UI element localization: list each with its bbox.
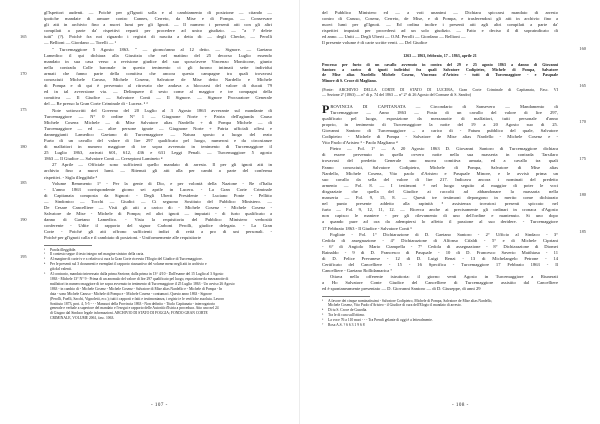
body-line: Ottava nella offerente istruttoria: il giorno venti Agosto in Turcemaggiore a Riunerati: [330, 274, 558, 280]
footnote-text: Sostituto 1873, prot. 4, 5-5 - - - Mansuoi della Provincia 1863 - Non definito - Titolo Capitanata - interrogatorio: [50, 301, 216, 306]
right-body-text: [322, 101, 558, 293]
footnote-rule: [44, 245, 92, 246]
body-line: contro di Caruso, Cosenz, Cerreto, de Mise, e di Pompa, e trasferendosi gli atti in archivio fino a: [322, 16, 558, 22]
line-number: 185: [20, 180, 27, 186]
right-top-text: [322, 10, 558, 47]
body-line: compilati a parte da' rispettivi reparti per procedere ad unico giudizio. — "a ? delete: [44, 28, 272, 34]
body-line: " Turcemaggiore 5 Agosto 1863. " — giorno/anno al 12 detto. — Signore. — Gaetano: [52, 46, 272, 52]
body-line: Cancelliere - Gaetano Rollidamarica ⁷: [322, 268, 392, 274]
body-line: — Sindonico — Tocchi — Giudici — Ci seguono Sostituto del Pubblico Ministero. —: [44, 198, 272, 204]
footnote-text: La voce 76 a 110 mari - - - Tra Prendi gelante di oggi è a letteralmente.: [328, 318, 433, 323]
body-line: di D. Felice Prevanese - 12 di D. Luigi Renzi - 13 di Michelangelo Petrone - 14: [322, 255, 558, 261]
body-line: non capisco le maniere - per gli rilevamento di uno dell'ordine e mantenuto. Si uno dopo: [322, 213, 558, 219]
page-number-left: - 107 -: [151, 403, 168, 408]
body-line: Poiché per gl'ignoti calla e il cambiato di posizioni. - Uniformemente alle requisitorie: [44, 235, 202, 241]
summary-line: Minore di S. Croce di Magliano.: [322, 77, 377, 83]
body-line: Corte - Poiché gli atti offrono sufficienti indizi di reità a pro di uni personali. -: [44, 229, 272, 235]
body-line: Michele Cosenz Michele — di Mise Salvatore alias Nardello + di Pompa Michele — di: [44, 119, 272, 125]
footnote-text: malfattori in numero maggiore di tre sopra avvenuto in tenimento di Turcemaggiore il 25 Luglio 1863 - Un avviso 26 Agosto: [50, 281, 235, 286]
footnote-text: Tra le di cura sull'ottimo.: [328, 313, 366, 318]
footnote-text: 1863 - Michele 13° N° 9 - Prima di un anomalo del valore di lire 297 qualificato pel luogo, esposizione da mezzanotte di: [50, 277, 229, 281]
line-number: 180: [20, 143, 27, 149]
body-line: ROVINCIA DI CAPITANATA — Circondario di Sansevero — Mandamento di: [330, 103, 558, 109]
body-line: De Cesare Cancelliere — Visti gli atti a carico di: - Michele Cosenz - Michele Cosenz -: [44, 205, 272, 210]
drop-cap: P: [322, 101, 330, 116]
body-line: Turcemaggiore — N° 0 ordine N° 1 — Giugnone Norte + Patria dell'agiunda Causo: [44, 113, 272, 119]
body-line: 27 Aprile — Officiale sono sufficienti quello mandato di arresto. Il per gli ignoti atti in: [52, 162, 272, 168]
body-line: conosciuti Michele Caruso, Michele Cosenz, Salvatore de Mise detto Nardello e Michele: [44, 77, 272, 83]
body-line: Codipietro - Michele di Pompa - Salvatore de Mise alias Nardello - Michele Cosenz e -: [322, 134, 558, 140]
archive-reference: [322, 87, 558, 98]
body-line: ipotiche mandate di armare contro Cannes, Cerreto, da Mise e di Pompa. — Conservare: [44, 16, 272, 22]
body-line: di malfattori in numero maggiore di tre sopra avvenuto in tenimento di Turcemaggiore il: [44, 144, 272, 150]
body-line: 1863 — Il Giudice — Salvatore Conti — Cresepioni Lamineto ⁴: [44, 156, 163, 162]
body-line: gli atti in archivio fino a nuovi lumi per gli Ignoti. — Il numero i presenti atti con gli altri: [44, 22, 272, 28]
line-number: 190: [20, 217, 27, 222]
archive-line: — Sezione 2ª (1863) — n° di p. 74 del 1863 — n° 2° di 26 Agosto del Comune di S. Sandro): [322, 92, 472, 98]
line-number: 195: [20, 253, 27, 259]
archive-line: (Fonte: ARCHIVIO DELLA CORTE DI STATO DI LUCERA, Gran Corte Criminale di Capitanata, Fasc. VI: [322, 87, 558, 93]
body-line: nella contrada Colle baronale in questo tenimento ci gli furono intimati sette individui: [44, 64, 272, 70]
right-page: [300, 0, 600, 424]
body-line: Vito Paolo d'Aristeo ³ - Paolo Magliano ⁴: [322, 140, 398, 146]
body-line: Turcemaggiore — ed — altre persone ignote — Giugnone Norte + Patria ufficiali offesi e: [44, 125, 272, 131]
footnote: [322, 323, 558, 328]
left-text-column: [44, 10, 272, 321]
body-line: Rainaldo - 9 di D. Francesco di Pasquale - 10 di D. Francesco Saverio Matthiasa - 11: [322, 249, 558, 255]
body-line: Certificato del Cancelliere - 15 - 16 Specifica - Turcemaggiore 17 Febbraio 1863 - Il: [322, 262, 558, 268]
body-line: 17 Febbraio 1863 - Il Giudice - Salvatore Conti ⁶: [322, 225, 413, 231]
body-line: rispettivi. - Sigla illeggibile ⁵: [44, 174, 98, 180]
record-summary: [322, 62, 558, 83]
footnote-number: ⁴: [44, 262, 46, 267]
body-line: del — Re presso la Gran Corte Criminale di - Lucera. ² ³: [44, 101, 148, 107]
body-line: archivio fino a nuovi lumi. — Ritenuti gli atti alla per cambi a parte del conferma: [44, 168, 272, 174]
body-line: comitiva — Il Giudice — Salvatore Conti — Il Signore. — Signore Procuratore Generale: [44, 95, 272, 101]
footnote-text: Al margine di carte iv e x relativa si cura la Gran Corte ricevuto l'Elogio del Giudice di Turcemaggiore.: [50, 257, 203, 262]
footnote-number: ⁵: [322, 313, 324, 318]
summary-line: Santoro a carico di ignoti individui fra quali Salvatore Codipietro, Michele di Pompa, Salvatore: [322, 67, 558, 73]
footnote-text: Il contesto segue il testo integro nel margine sinistro della carta.: [50, 252, 145, 257]
body-line: Fogliate - Fol. 1° Dichiarazione di D. Gaetano Santoro - 2° Ufficio al Sindaco - 3°: [330, 231, 558, 237]
footnote-text: Rosa A.S. ? 6 6 3 1 9 6 8: [328, 323, 365, 328]
body-line: nel punto presente addetto alla rapinità ⁵ assistenza trovatosi presenti spiccato nel: [322, 201, 558, 207]
body-line: danno di Gaetano Lamedico. - Vista la requisitoria del Pubblico Ministero verbosità: [44, 217, 272, 223]
body-line: mandato in sua casa verso a revisione giudice del suo sposo/avere Vincenzo Monticone, giunto: [44, 58, 272, 64]
body-line: — Bellioni — Giordano — Torelli — ¹: [44, 40, 117, 46]
footnote-text: data - sono Michele Caruso - Michele di Pompa e - Michele Cosenz - contumaci. Questo anno 1863 - Signore: [50, 291, 212, 296]
footnote-number: ³: [322, 298, 324, 303]
footnote-text: A favore dei cinque nominatissimi - Salvatore Codipietro, Michele di Pompa, Salvatore de Mise alias Nardello,: [328, 298, 493, 303]
body-line: Pietro — Fol. 1° — A 20 Agosto 1863 D. Giovanni Santoro di Turcemaggiore dichiara: [330, 146, 558, 152]
body-line: rispettivi imputati per procedersi ad un solo giudizio. — Fatto e deciso il dì sopraindicato di: [322, 28, 558, 34]
body-line: masseria — Fol. 9, 15, 8. — Questi tre testimoni depongono in merito come dichiarato: [322, 195, 558, 201]
body-line: qualificato pel luogo, esposizione da mezzanotte di malfattori, tutti personale d'anno: [322, 115, 558, 121]
line-number: 175: [20, 107, 27, 113]
body-line: a quando pure ad ora da adempiersi lo affetto il passione al suo deridere. - Turcemaggiore: [322, 219, 558, 225]
body-line: Fanno conosciuti, Salvatore Codipietro, Michele di Pompa, Salvatore di Mise alias: [322, 164, 558, 170]
right-text-column: [322, 10, 558, 328]
right-footnotes: [322, 299, 558, 328]
footnote: [44, 316, 272, 321]
body-line: Nardello, Michele Cosenz, Vito paolo d'Aristeo e Pasquale Minore, e le avvisò prima un: [322, 170, 558, 176]
line-number: 170: [20, 70, 27, 76]
footnote-number: ³: [44, 257, 46, 262]
footnote-text: Per le presenti sul 3 documenti e esemplari il rapporto riassuntivo del volume meno negli atti in archivio e: [50, 262, 207, 267]
body-line: Furto di un cavallo del valore di lire 297 qualificato pel luogo, numerosi e da circostanze: [44, 137, 272, 143]
section-heading: 1263 — 1863, febbraio, 17 – 1863, aprile 21: [403, 52, 477, 58]
footnote-number: ²: [44, 252, 46, 257]
body-line: gl'Ispettori audenti. — Poichè per gl'Ignoti solla e al cambiamento di posizione — citando —: [44, 10, 272, 15]
footnote-text: CRIMINALE, VOLUME 2061, fasc. 1063.: [50, 316, 115, 321]
body-line: Turcemaggiore — Anno 1863 — Posto di un cavallo del valore di lire 297,: [330, 109, 558, 115]
left-footnotes: [44, 248, 272, 322]
body-line: tutti" (?). Poichè fra noi riguardo i registri di nascita a detta di: — degli Checke, — Perolli: [44, 34, 272, 40]
body-line: Salvatore de Mise - Michele di Pompa; ed altri ignoti — imputati - di furto qualificato a: [44, 211, 272, 217]
body-line: furto — Fol. 9, 12, 11, 12. — Ricerca anche ai precisamente gli ordinari in cronaca d'Agosto: [322, 207, 558, 213]
line-number: 180: [579, 192, 586, 198]
body-line: ed in tal avversione via. — Delinquere il sesto come al maggior e tre compagni della: [44, 89, 272, 95]
body-line: a Ho Salvatore Conte Giudice del Cancelliere di Turcemaggiore assistito dal Cancelliere: [322, 280, 558, 286]
body-line: disgraziate che quella del Giudice ai raccolti ad abbandonare la massaria nella: [322, 188, 558, 194]
body-line: Il presente volume è di carte scritte venti. — Del Giudice: [322, 40, 428, 46]
footnote-rule: [322, 296, 370, 297]
body-line: - 6° di Angiolo Mario Ciampella - 7° Cedola di assegnazione - 8° Dichiarazione di Diomei: [322, 243, 558, 249]
line-number: 165: [579, 82, 586, 88]
footnote-text: Parola illeggibile.: [50, 247, 77, 252]
body-line: di Pompa e di qui è pervenuto al ritrovato che andava a bloccarsi del valore di ducati 79: [44, 83, 272, 89]
body-line: armati che fanno parte della comitiva che ancora questo campagne tra quali trovavasi: [44, 70, 272, 76]
footnote-number: ⁶: [322, 318, 324, 323]
line-number: 185: [579, 229, 586, 234]
body-line: nuovi lumi per gl'Ignoti. — Ed ordina inoltre i presenti atti agli altri compilati a parte da': [322, 22, 558, 28]
body-line: proprio, in tenimento di Turcemaggiore la notte del 19 a 20 Agosto suo di 25.: [322, 121, 558, 127]
footnote-text: già dal valenti.: [50, 267, 72, 272]
body-line: del Pubblico Ministero ed — a voti unanimi — Dichiara spiccarsi mandato di arresto: [322, 10, 558, 15]
body-line: ed anno. — Uniti — Degli Uberti — O.M. Perolli — Giordano — Bellioni —: [322, 34, 466, 40]
body-line: di Capitanata composta da Signori: - Degli Uberti Presidente - Luciano Ponte - Pellitto: [44, 192, 272, 198]
body-line: ed è spontaneamente presentato — D. Giovanni Santoro — di D. Giuseppe, di anni 29: [322, 286, 481, 292]
body-line: Giovanni Santoro di Turcemaggiore – a carico di - Fatum pubblico del quale, Salvatore: [322, 128, 558, 134]
summary-line: de Mise alias Nardello Michele Cosenz, Vincenzo d'Aristeo - tutti di Turcemaggiore - e Pasquale: [322, 72, 558, 78]
line-number: 175: [579, 155, 586, 161]
footnote-text: 1863 - in cambio di - Michele Cosenz - Michele Cosenz - Salvatore di Mise alias Nardello e - Michele di Pompa - In: [50, 286, 223, 291]
footnote-text: (Perolli, Fuelli, Sacchi, Vignoletti, ecc.); tutti i rapporti e fatti e testimonianza, i registri e le verifiche assoluta. Lavoro: [50, 296, 225, 301]
body-line: Lamedico il qui dichiara alla Giustizia che nel mattino del 25 decorso Luglio essendo: [44, 52, 272, 58]
body-line: suo cavallo da sella del valore di lire 217. Indicava ancora i nominati del predetto: [322, 176, 558, 182]
line-number: 165: [20, 34, 27, 39]
body-line: di essere pervenuto in quella ovvero notte nella sua masseria in contrada Tarsilaro: [322, 152, 558, 158]
footnote-number: ¹: [44, 247, 46, 252]
footnote-text: generale e verbale a superiore del mandato e l'esegui e rapporto delle Autorità d'Istria a procedura. Atto uno nel 24: [50, 306, 219, 311]
footnote-text: Al contrario, mandato interessato dalla prima Sezione, dalla prima in 13^ 4/10 - Dall'esame del 15 Luglio al 3 Agosto: [50, 272, 224, 277]
body-line: trovavasi del predetto Generale uno nuova comitiva armata, ed a cavallo tra quali: [322, 158, 558, 164]
body-line: Note sottoscritti del Governo del 20 Luglio al 3 Agosto 1863 avverante sul mandante di: [52, 107, 272, 113]
body-line: armento — Fol. 8. — I testimoni ³ nel luogo seguito al maggior di poter le voci: [322, 182, 558, 188]
body-line: danneggianti Lamedico Gaetano di Turcemaggiore — Natura sposto a luogo del reato: [44, 131, 272, 137]
footnote-text: di Giugno dal Sindaco legale informazioni. ARCHIVIO DI STATO DI FOGGIA; FONDO GRAN CORTE: [50, 311, 208, 316]
summary-line: Processo per furto di un cavallo avvenuto in contra del 29 e 25 agosto 1863 a danno di Giovanni: [322, 61, 558, 67]
line-number: 170: [579, 119, 586, 125]
footnote-text: Di tu S. Croce de Guardia.: [328, 308, 368, 313]
left-body-text: [44, 10, 272, 242]
page-number-right: - 108 -: [452, 403, 469, 408]
body-line: - L'anno 1863 corrispondente giorno sei aprile in Lucera. - La Gran Corte Criminale: [44, 186, 272, 192]
footnote-number: ⁴: [322, 308, 324, 313]
footnote-number: ⁵: [44, 272, 46, 277]
line-number: 160: [579, 46, 586, 51]
body-line: conferente - Udite il rapporto del signor Carboni Perolli, giudice delegato. - La Gran: [44, 223, 272, 229]
body-line: Cedola di assegnazione - 4° Dichiarazione di Alfonso Cifaldi - 5° e di Michele Cipriani: [322, 237, 558, 243]
footnote-text: Michele Cosenz, Vito Paolo d'Aristeo - il Giudice di cura dell'Elogio il mandato di arresto.: [328, 303, 462, 308]
body-line: 25 Luglio 1863, arrivati 601, 612, 436 e 631 Leggi Penali. — Turcemaggiore 5 agosto: [44, 150, 272, 156]
footnote-number: ⁷: [322, 323, 324, 328]
body-line: Volume Remmento 1° - Per la gente di Dio, e per volontà della Nazione - Re d'Italia: [52, 180, 272, 186]
